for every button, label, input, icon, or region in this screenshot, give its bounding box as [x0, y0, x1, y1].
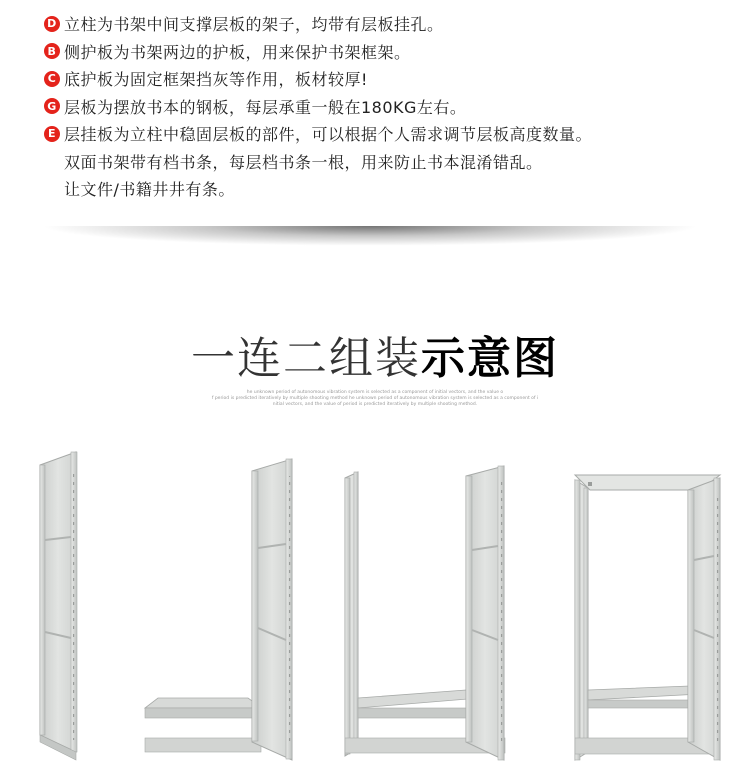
note-item — [44, 38, 744, 66]
note-continuation: 双面书架带有档书条，每层档书条一根，用来防止书本混淆错乱。 — [64, 152, 543, 172]
fine-print-line: he unknown period of autonomous vibration system is selected as a component of initial vectors, and the value o — [246, 390, 504, 395]
note-text: 立柱为书架中间支撑层板的架子，均带有层板挂孔。 — [64, 15, 444, 35]
fine-print-line: f period is predicted iteratively by multiple shooting method he unknown period of autonomous vibration system is selected as a component of i — [211, 396, 539, 401]
stage-4-complete-frame — [575, 475, 720, 760]
assembly-illustrations — [0, 440, 750, 775]
note-text: 层板为摆放书本的钢板，每层承重一般在180KG左右。 — [64, 97, 467, 117]
note-continuation: 让文件/书籍井井有条。 — [64, 180, 235, 200]
notes-list — [44, 10, 744, 203]
badge-c: C — [44, 71, 60, 87]
stage-3-two-sides-base — [345, 466, 505, 760]
note-text: 侧护板为书架两边的护板，用来保护书架框架。 — [64, 42, 411, 62]
divider-shadow — [40, 226, 700, 246]
badge-e: E — [44, 126, 60, 142]
stage-2-side-with-base — [145, 459, 292, 760]
page-title — [0, 322, 750, 386]
note-item — [44, 10, 744, 38]
title-bold: 示意图 — [421, 333, 559, 384]
badge-d: D — [44, 16, 60, 32]
stage-1-side-frame — [40, 452, 77, 760]
note-text: 层挂板为立柱中稳固层板的部件，可以根据个人需求调节层板高度数量。 — [64, 125, 593, 145]
fine-print-line: nitial vectors, and the value of period is predicted iteratively by multiple shooting method. — [272, 402, 478, 407]
note-item — [44, 65, 744, 93]
note-item — [44, 93, 744, 121]
note-text: 底护板为固定框架挡灰等作用，板材较厚! — [64, 70, 368, 90]
note-item — [44, 120, 744, 148]
badge-g: G — [44, 98, 60, 114]
title-light: 一连二组装 — [191, 333, 421, 384]
badge-b: B — [44, 43, 60, 59]
